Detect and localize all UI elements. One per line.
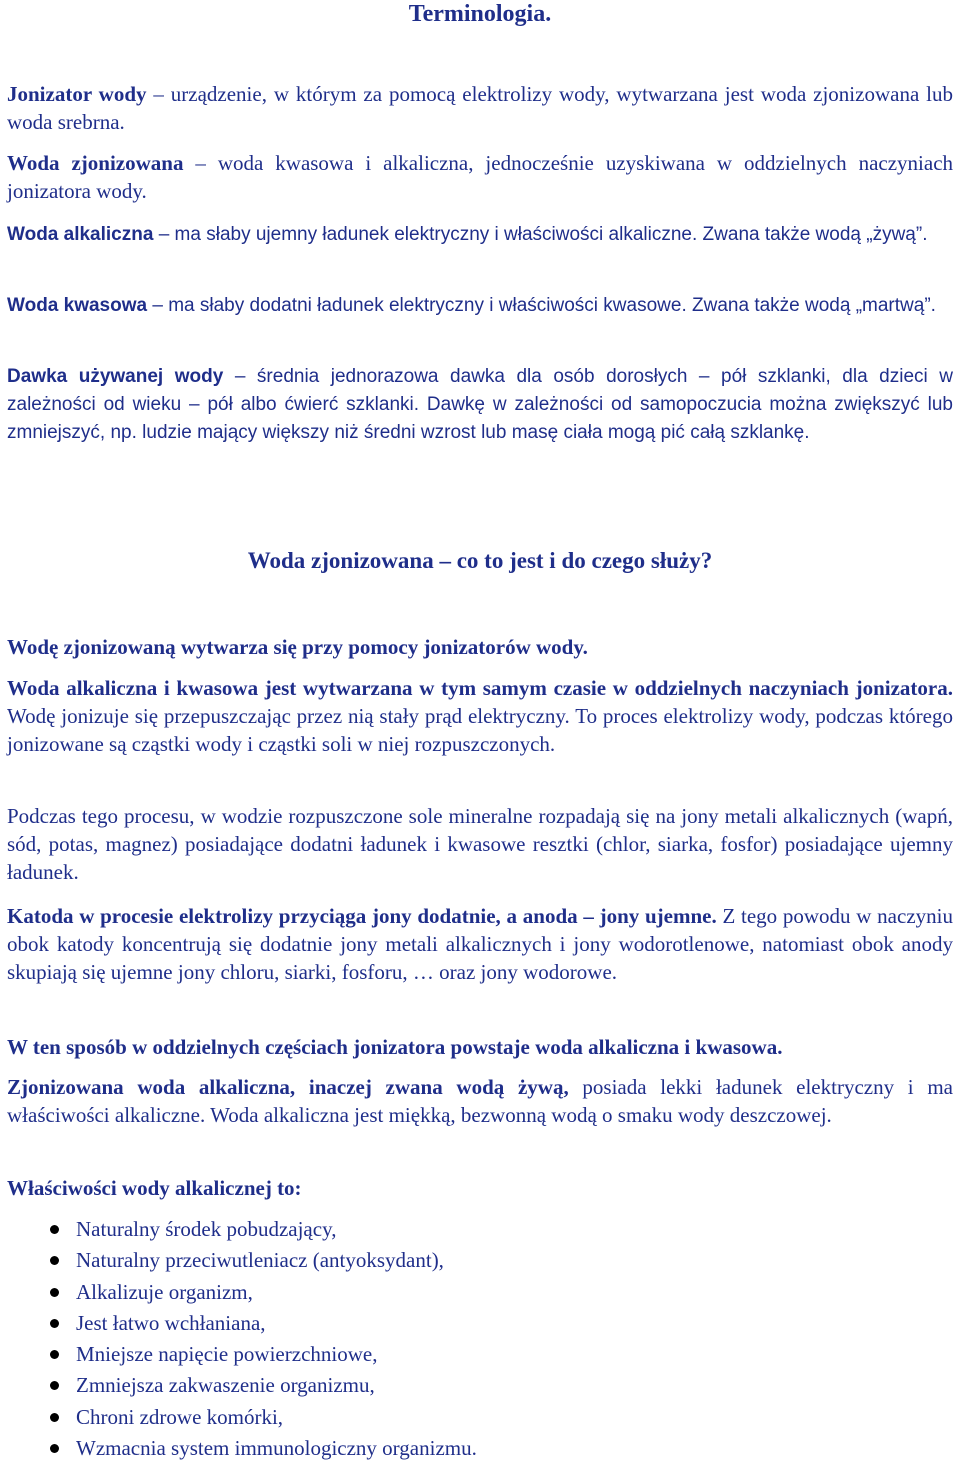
paragraph-4-bold: Katoda w procesie elektrolizy przyciąga jony dodatnie, a anoda – jony ujemne. — [7, 904, 717, 928]
list-item-label: Alkalizuje organizm, — [76, 1279, 253, 1304]
list-item — [48, 1214, 477, 1245]
bullet-icon — [50, 1413, 59, 1422]
term-kwasowa — [7, 292, 953, 320]
bullet-icon — [50, 1350, 59, 1359]
paragraph-2 — [7, 674, 953, 758]
paragraph-2-bold: Woda alkaliczna i kwasowa jest wytwarzana w tym samym czasie w oddzielnych naczyniach jonizatora. — [7, 676, 953, 700]
page-title: Terminologia. — [408, 1, 552, 27]
list-item — [48, 1245, 477, 1276]
term-label: Woda alkaliczna — [7, 224, 154, 245]
term-label: Jonizator wody — [7, 82, 147, 106]
term-note: Dawkę w zależności od samopoczucia można zwiększyć lub zmniejszyć, np. ludzie mający większy niż średni wzrost lub masę ciała mogą pić całą szklankę. — [7, 394, 953, 443]
bullet-icon — [50, 1288, 59, 1297]
term-note: Zwana także wodą „martwą”. — [686, 295, 936, 316]
list-item-label: Zmniejsza zakwaszenie organizmu, — [76, 1373, 375, 1398]
paragraph-6 — [7, 1073, 953, 1129]
paragraph-6-bold: Zjonizowana woda alkaliczna, inaczej zwana wodą żywą, — [7, 1075, 569, 1099]
list-item — [48, 1277, 477, 1308]
term-definition: – średnia jednorazowa dawka dla osób dorosłych – pół szklanki, dla dzieci w zależności od wieku – pół albo ćwierć szklanki. — [7, 366, 954, 415]
bullet-icon — [50, 1444, 59, 1453]
paragraph-4-rest: Z tego powodu w naczyniu obok katody koncentrują się dodatnie jony metali alkalicznych i jony wodorotlenowe, natomiast obok anody skupiają się ujemne jony chloru, siarki, fosforu, … oraz jony wodorowe. — [7, 904, 953, 984]
list-item-label: Jest łatwo wchłaniana, — [76, 1310, 266, 1335]
paragraph-5: W ten sposób w oddzielnych częściach jonizatora powstaje woda alkaliczna i kwasowa. — [7, 1035, 783, 1059]
term-dawka — [7, 363, 953, 447]
paragraph-3: Podczas tego procesu, w wodzie rozpuszczone sole mineralne rozpadają się na jony metali alkalicznych (wapń, sód, potas, magnez) posiadające dodatni ładunek i kwasowe resztki (chlor, siarka, fosfor) posiadające ujemny ładunek. — [7, 804, 953, 884]
list-item — [48, 1433, 477, 1464]
term-label: Woda zjonizowana — [7, 151, 184, 175]
paragraph-6-rest: posiada lekki ładunek elektryczny i ma właściwości alkaliczne. Woda alkaliczna jest miękką, bezwonną wodą o smaku wody deszczowej. — [7, 1075, 953, 1127]
term-alkaliczna — [7, 221, 953, 249]
paragraph-1: Wodę zjonizowaną wytwarza się przy pomocy jonizatorów wody. — [7, 635, 588, 659]
list-item — [48, 1370, 477, 1401]
properties-list — [48, 1214, 477, 1464]
term-definition: – ma słaby ujemny ładunek elektryczny i właściwości alkaliczne. — [153, 224, 698, 245]
term-note: Zwana także wodą „żywą”. — [697, 224, 928, 245]
bullet-icon — [50, 1381, 59, 1390]
list-item-label: Chroni zdrowe komórki, — [76, 1404, 284, 1429]
term-zjonizowana — [7, 149, 953, 205]
section-heading: Woda zjonizowana – co to jest i do czego służy? — [247, 548, 713, 573]
list-item — [48, 1339, 477, 1370]
term-label: Woda kwasowa — [7, 295, 148, 316]
term-jonizator — [7, 80, 953, 136]
list-item-label: Naturalny środek pobudzający, — [76, 1217, 337, 1241]
properties-heading: Właściwości wody alkalicznej to: — [7, 1176, 302, 1200]
term-label: Dawka używanej wody — [7, 366, 224, 387]
paragraph-4 — [7, 902, 953, 986]
bullet-icon — [50, 1225, 59, 1234]
term-definition: – ma słaby dodatni ładunek elektryczny i właściwości kwasowe. — [147, 295, 687, 316]
paragraph-2-rest: Wodę jonizuje się przepuszczając przez nią stały prąd elektryczny. To proces elektrolizy wody, podczas którego jonizowane są cząstki wody i cząstki soli w niej rozpuszczonych. — [7, 704, 953, 756]
term-definition: – woda kwasowa i alkaliczna, jednocześnie uzyskiwana w oddzielnych naczyniach jonizatora wody. — [7, 151, 954, 203]
bullet-icon — [50, 1319, 59, 1328]
bullet-icon — [50, 1256, 59, 1265]
list-item-label: Mniejsze napięcie powierzchniowe, — [76, 1342, 378, 1367]
list-item — [48, 1402, 477, 1433]
list-item-label: Naturalny przeciwutleniacz (antyoksydant), — [76, 1248, 444, 1273]
list-item — [48, 1308, 477, 1339]
term-definition: – urządzenie, w którym za pomocą elektrolizy wody, wytwarzana jest woda zjonizowana lub woda srebrna. — [7, 82, 953, 134]
list-item-label: Wzmacnia system immunologiczny organizmu. — [76, 1436, 477, 1461]
